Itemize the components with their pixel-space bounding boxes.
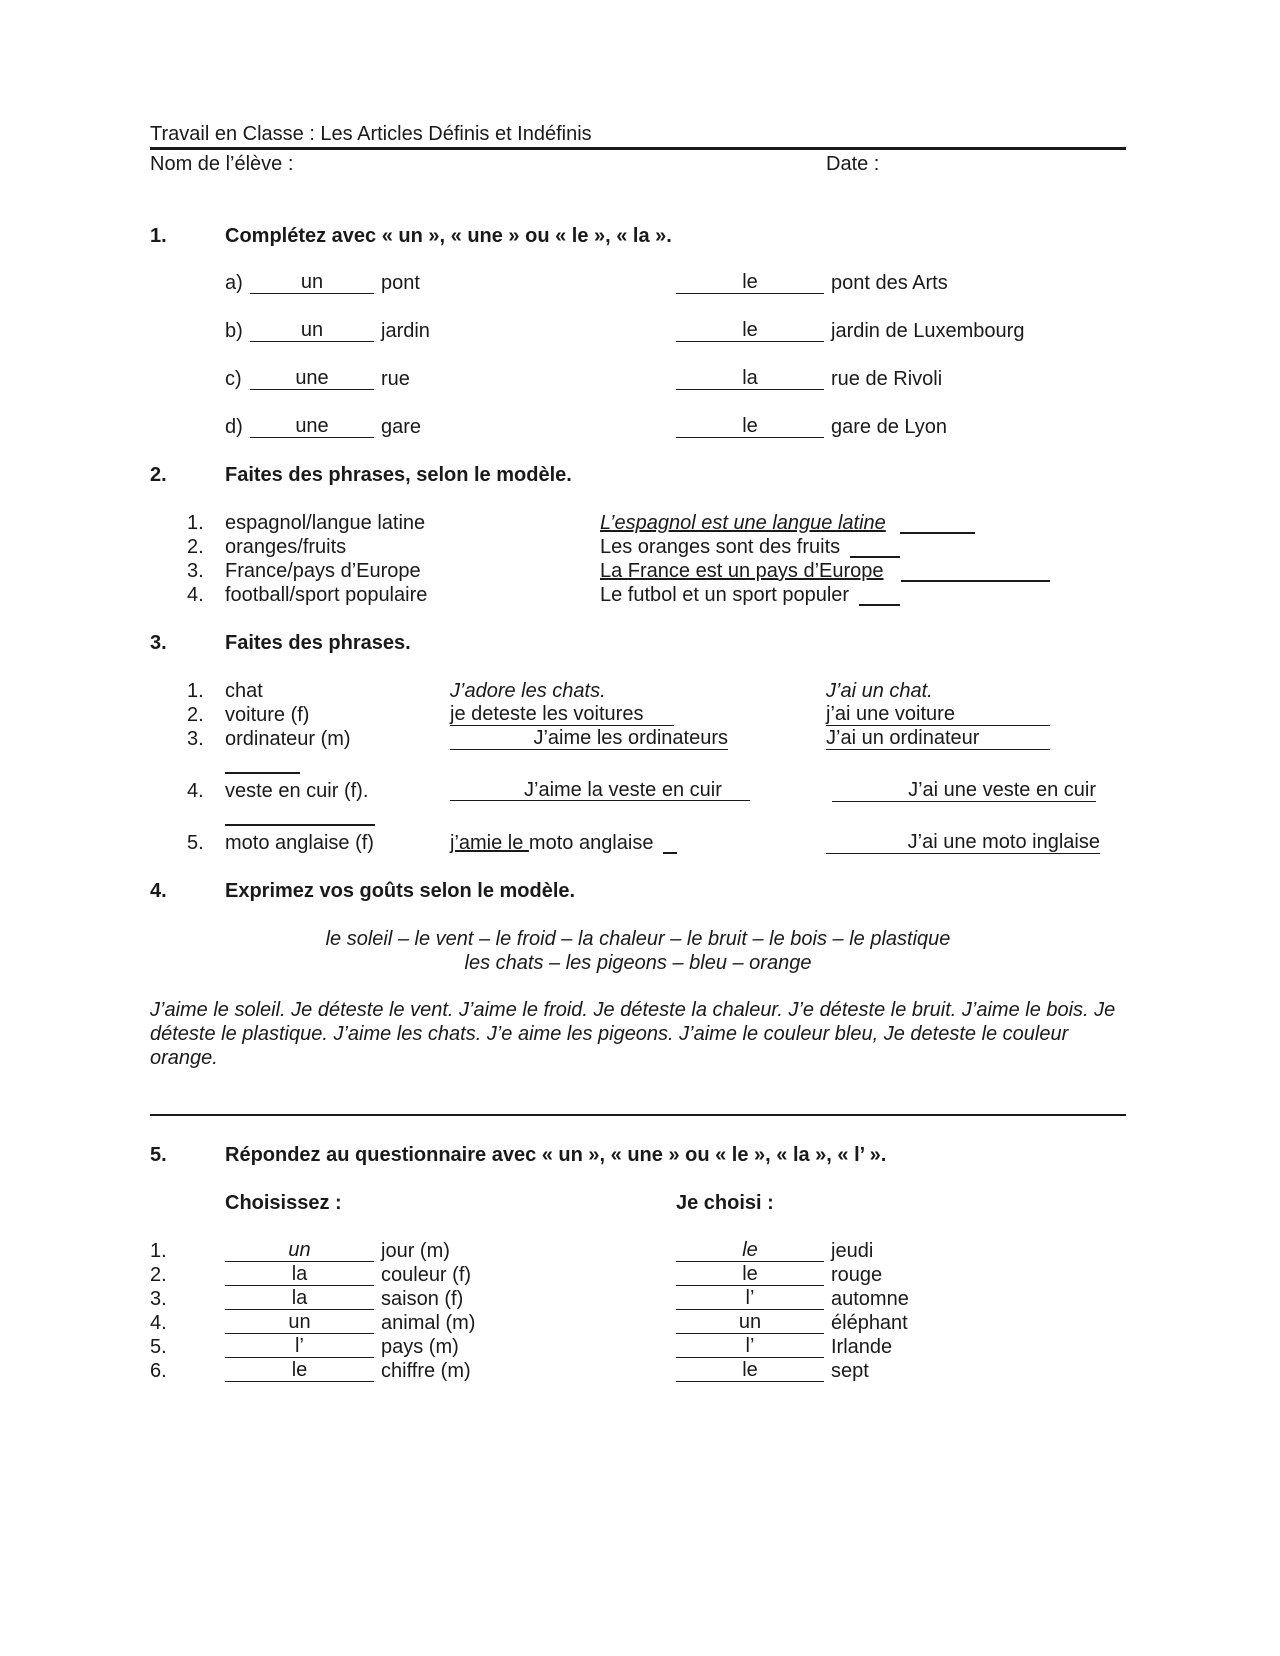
answer-blank[interactable]: le	[676, 271, 824, 294]
answer-blank[interactable]: le	[676, 415, 824, 438]
noun: jour (m)	[381, 1240, 450, 1262]
noun: éléphant	[831, 1312, 908, 1334]
answer-text[interactable]: Les oranges sont des fruits	[600, 536, 841, 558]
date-label: Date :	[826, 153, 880, 175]
answer-blank[interactable]: l’	[676, 1335, 824, 1358]
header-rule	[150, 147, 1126, 150]
item-number: 5.	[150, 1336, 167, 1358]
answer-blank[interactable]: le	[676, 1359, 824, 1382]
noun: rouge	[831, 1264, 883, 1286]
prompt: football/sport populaire	[225, 584, 428, 606]
worksheet-title: Travail en Classe : Les Articles Définis et Indéfinis	[150, 123, 592, 145]
noun: automne	[831, 1288, 909, 1310]
prompt: espagnol/langue latine	[225, 512, 426, 534]
item-number: 4.	[187, 584, 204, 606]
item-number: 6.	[150, 1360, 167, 1382]
answer-blank[interactable]: une	[250, 367, 374, 390]
prompt: France/pays d’Europe	[225, 560, 421, 582]
answer-line	[663, 852, 677, 854]
answer-blank[interactable]: le	[676, 1239, 824, 1262]
prompt: oranges/fruits	[225, 536, 347, 558]
noun: saison (f)	[381, 1288, 464, 1310]
item-number: 1.	[187, 680, 204, 702]
student-name-label: Nom de l’élève :	[150, 153, 294, 175]
noun: couleur (f)	[381, 1264, 472, 1286]
item-number: 4.	[150, 1312, 167, 1334]
section-2-number: 2.	[150, 464, 167, 486]
answer-text[interactable]: L’espagnol est une langue latine	[600, 512, 886, 534]
noun: rue	[381, 368, 410, 390]
sentence-a-rest: moto anglaise	[528, 832, 654, 854]
answer-blank[interactable]: une	[250, 415, 374, 438]
word-bank-line-1: le soleil – le vent – le froid – la chaleur – le bruit – le bois – le plastique	[325, 928, 951, 950]
sentence-b[interactable]: J’ai une moto inglaise	[826, 831, 1100, 854]
row-letter: a)	[225, 272, 243, 294]
answer-text[interactable]: La France est un pays d’Europe	[600, 560, 884, 582]
noun: chiffre (m)	[381, 1360, 471, 1382]
noun: gare de Lyon	[831, 416, 948, 438]
answer-blank[interactable]: le	[225, 1359, 374, 1382]
answer-text[interactable]: Le futbol et un sport populer	[600, 584, 850, 606]
sentence-a[interactable]: J’aime la veste en cuir	[450, 779, 750, 801]
noun: pont	[381, 272, 420, 294]
answer-line	[901, 580, 1050, 582]
sentence-a[interactable]: J’adore les chats.	[450, 680, 606, 702]
noun: gare	[381, 416, 422, 438]
item-number: 5.	[187, 832, 204, 854]
section-1-title: Complétez avec « un », « une » ou « le », « la ».	[225, 225, 672, 247]
section-1-number: 1.	[150, 225, 167, 247]
section-3-title: Faites des phrases.	[225, 632, 411, 654]
answer-line	[859, 604, 900, 606]
noun: jardin de Luxembourg	[831, 320, 1025, 342]
item-number: 1.	[187, 512, 204, 534]
sentence-a[interactable]	[450, 831, 653, 855]
sentence-b[interactable]: J’ai un ordinateur	[826, 727, 1050, 750]
section-2-title: Faites des phrases, selon le modèle.	[225, 464, 572, 486]
row-letter: d)	[225, 416, 243, 438]
noun: pont des Arts	[831, 272, 948, 294]
answer-blank[interactable]: le	[676, 319, 824, 342]
sentence-b[interactable]: J’ai une veste en cuir	[832, 779, 1096, 802]
sentence-b[interactable]: J’ai un chat.	[826, 680, 933, 702]
item-number: 3.	[150, 1288, 167, 1310]
item-number: 2.	[187, 536, 204, 558]
answer-blank[interactable]: un	[225, 1311, 374, 1334]
word: ordinateur (m)	[225, 728, 351, 750]
noun: rue de Rivoli	[831, 368, 943, 390]
answer-blank[interactable]: un	[250, 319, 374, 342]
section-4-answer[interactable]: J’aime le soleil. Je déteste le vent. J’aime le froid. Je déteste la chaleur. J’e déteste le bruit. J’aime le bois. Je déteste le plastique. J’aime les chats. J’e aime les pigeons. J’aime le couleur bleu, Je deteste le couleur orange.	[150, 999, 1116, 1069]
item-number: 1.	[150, 1240, 167, 1262]
section-4-number: 4.	[150, 880, 167, 902]
answer-blank[interactable]: la	[225, 1263, 374, 1286]
noun: jardin	[381, 320, 430, 342]
answer-blank[interactable]: un	[676, 1311, 824, 1334]
column-label-chosen: Je choisi :	[676, 1192, 774, 1214]
answer-line	[850, 556, 900, 558]
item-number: 3.	[187, 560, 204, 582]
section-4-title: Exprimez vos goûts selon le modèle.	[225, 880, 576, 902]
word: chat	[225, 680, 263, 702]
item-number: 3.	[187, 728, 204, 750]
row-letter: b)	[225, 320, 243, 342]
answer-blank[interactable]: un	[225, 1239, 374, 1262]
answer-line	[225, 824, 375, 826]
item-number: 2.	[187, 704, 204, 726]
column-label-choose: Choisissez :	[225, 1192, 342, 1214]
sentence-a[interactable]: J’aime les ordinateurs	[450, 727, 728, 750]
sentence-b[interactable]: j’ai une voiture	[826, 703, 1050, 726]
answer-rule	[150, 1114, 1126, 1116]
answer-line	[225, 772, 300, 774]
item-number: 2.	[150, 1264, 167, 1286]
section-5-number: 5.	[150, 1144, 167, 1166]
answer-blank[interactable]: l’	[225, 1335, 374, 1358]
answer-blank[interactable]: la	[676, 367, 824, 390]
section-3-number: 3.	[150, 632, 167, 654]
sentence-a[interactable]: je deteste les voitures	[450, 703, 674, 726]
noun: Irlande	[831, 1336, 893, 1358]
answer-blank[interactable]: un	[250, 271, 374, 294]
noun: pays (m)	[381, 1336, 459, 1358]
item-number: 4.	[187, 780, 204, 802]
answer-line	[900, 532, 975, 534]
noun: animal (m)	[381, 1312, 476, 1334]
word-bank-line-2: les chats – les pigeons – bleu – orange	[464, 952, 812, 974]
answer-blank[interactable]: l’	[676, 1287, 824, 1310]
noun: jeudi	[831, 1240, 874, 1262]
answer-blank[interactable]: la	[225, 1287, 374, 1310]
word: moto anglaise (f)	[225, 832, 374, 854]
section-5-title: Répondez au questionnaire avec « un », « une » ou « le », « la », « l’ ».	[225, 1144, 887, 1166]
answer-blank[interactable]: le	[676, 1263, 824, 1286]
word: veste en cuir (f).	[225, 780, 369, 802]
sentence-a-underlined: j’amie le	[450, 832, 529, 854]
noun: sept	[831, 1360, 869, 1382]
word: voiture (f)	[225, 704, 310, 726]
row-letter: c)	[225, 368, 242, 390]
